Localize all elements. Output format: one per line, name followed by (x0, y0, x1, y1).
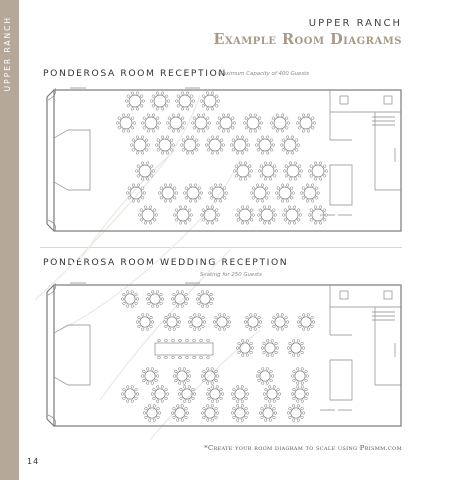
round-table (201, 405, 219, 422)
head-table-seat (158, 339, 161, 342)
head-table-seat (172, 356, 175, 359)
round-table (173, 206, 192, 224)
head-table-seat (207, 356, 210, 359)
head-table-seat (172, 339, 175, 342)
head-table-seat (165, 339, 168, 342)
round-table (231, 405, 249, 422)
round-table (257, 206, 276, 224)
round-table (297, 314, 315, 331)
reception-tables (116, 92, 327, 224)
head-table-seat (186, 356, 189, 359)
round-table (171, 291, 189, 308)
round-table (244, 314, 262, 331)
round-table (121, 386, 139, 403)
round-table (146, 291, 164, 308)
round-table (235, 206, 254, 224)
round-table (271, 314, 289, 331)
round-table (141, 114, 160, 132)
round-table (166, 114, 185, 132)
round-table (255, 136, 274, 154)
round-table (270, 114, 289, 132)
round-table (196, 291, 214, 308)
head-table-seat (165, 356, 168, 359)
round-table (287, 340, 305, 357)
round-table (296, 114, 315, 132)
round-table (259, 405, 277, 422)
round-table (231, 386, 249, 403)
round-table (205, 136, 224, 154)
head-table-seat (193, 339, 196, 342)
round-table (258, 162, 277, 180)
round-table (201, 368, 219, 385)
round-table (261, 340, 279, 357)
sidebar-label: UPPER RANCH (3, 16, 12, 92)
head-table-seat (179, 339, 182, 342)
round-table (275, 184, 294, 202)
round-table (143, 405, 161, 422)
round-table (173, 368, 191, 385)
round-table (141, 368, 159, 385)
round-table (151, 386, 169, 403)
page-number: 14 (27, 457, 40, 466)
round-table (280, 136, 299, 154)
foliage-watermark (35, 95, 260, 440)
wedding-tables (121, 291, 315, 422)
head-table (155, 343, 213, 355)
section-title-reception: PONDEROSA ROOM RECEPTION (43, 68, 227, 79)
round-table (188, 314, 206, 331)
round-table (250, 184, 269, 202)
header-subtitle: UPPER RANCH (308, 18, 402, 29)
round-table (125, 92, 144, 110)
footer-note: *Create your room diagram to scale using Prismm.com (204, 444, 402, 452)
round-table (230, 136, 249, 154)
head-table-seat (200, 339, 203, 342)
round-table (283, 162, 302, 180)
round-table (183, 184, 202, 202)
round-table (163, 314, 181, 331)
round-table (216, 114, 235, 132)
round-table (158, 184, 177, 202)
head-table-seat (200, 356, 203, 359)
head-table-seat (186, 339, 189, 342)
round-table (243, 114, 262, 132)
round-table (206, 386, 224, 403)
round-table (126, 184, 145, 202)
head-table-seat (207, 339, 210, 342)
head-table-seat (179, 356, 182, 359)
round-table (171, 405, 189, 422)
round-table (136, 314, 154, 331)
round-table (263, 386, 281, 403)
round-table (256, 368, 274, 385)
head-table-seat (193, 356, 196, 359)
round-table (200, 92, 219, 110)
round-table (287, 405, 305, 422)
round-table (116, 114, 135, 132)
section-capacity-reception: Maximum Capacity of 400 Guests (218, 71, 310, 77)
round-table (178, 386, 196, 403)
round-table (213, 314, 231, 331)
round-table (300, 184, 319, 202)
reception-floor-plan (47, 88, 401, 231)
round-table (150, 92, 169, 110)
round-table (138, 206, 157, 224)
wedding-floor-plan (47, 283, 401, 426)
round-table (291, 386, 309, 403)
round-table (180, 136, 199, 154)
round-table (121, 291, 139, 308)
round-table (308, 162, 327, 180)
round-table (191, 114, 210, 132)
round-table (291, 368, 309, 385)
section-title-wedding: PONDEROSA ROOM WEDDING RECEPTION (43, 257, 289, 268)
head-table-seat (158, 356, 161, 359)
round-table (175, 92, 194, 110)
round-table (282, 206, 301, 224)
page-title: Example Room Diagrams (213, 31, 402, 48)
round-table (233, 162, 252, 180)
section-capacity-wedding: Seating for 250 Guests (200, 272, 262, 278)
round-table (130, 136, 149, 154)
